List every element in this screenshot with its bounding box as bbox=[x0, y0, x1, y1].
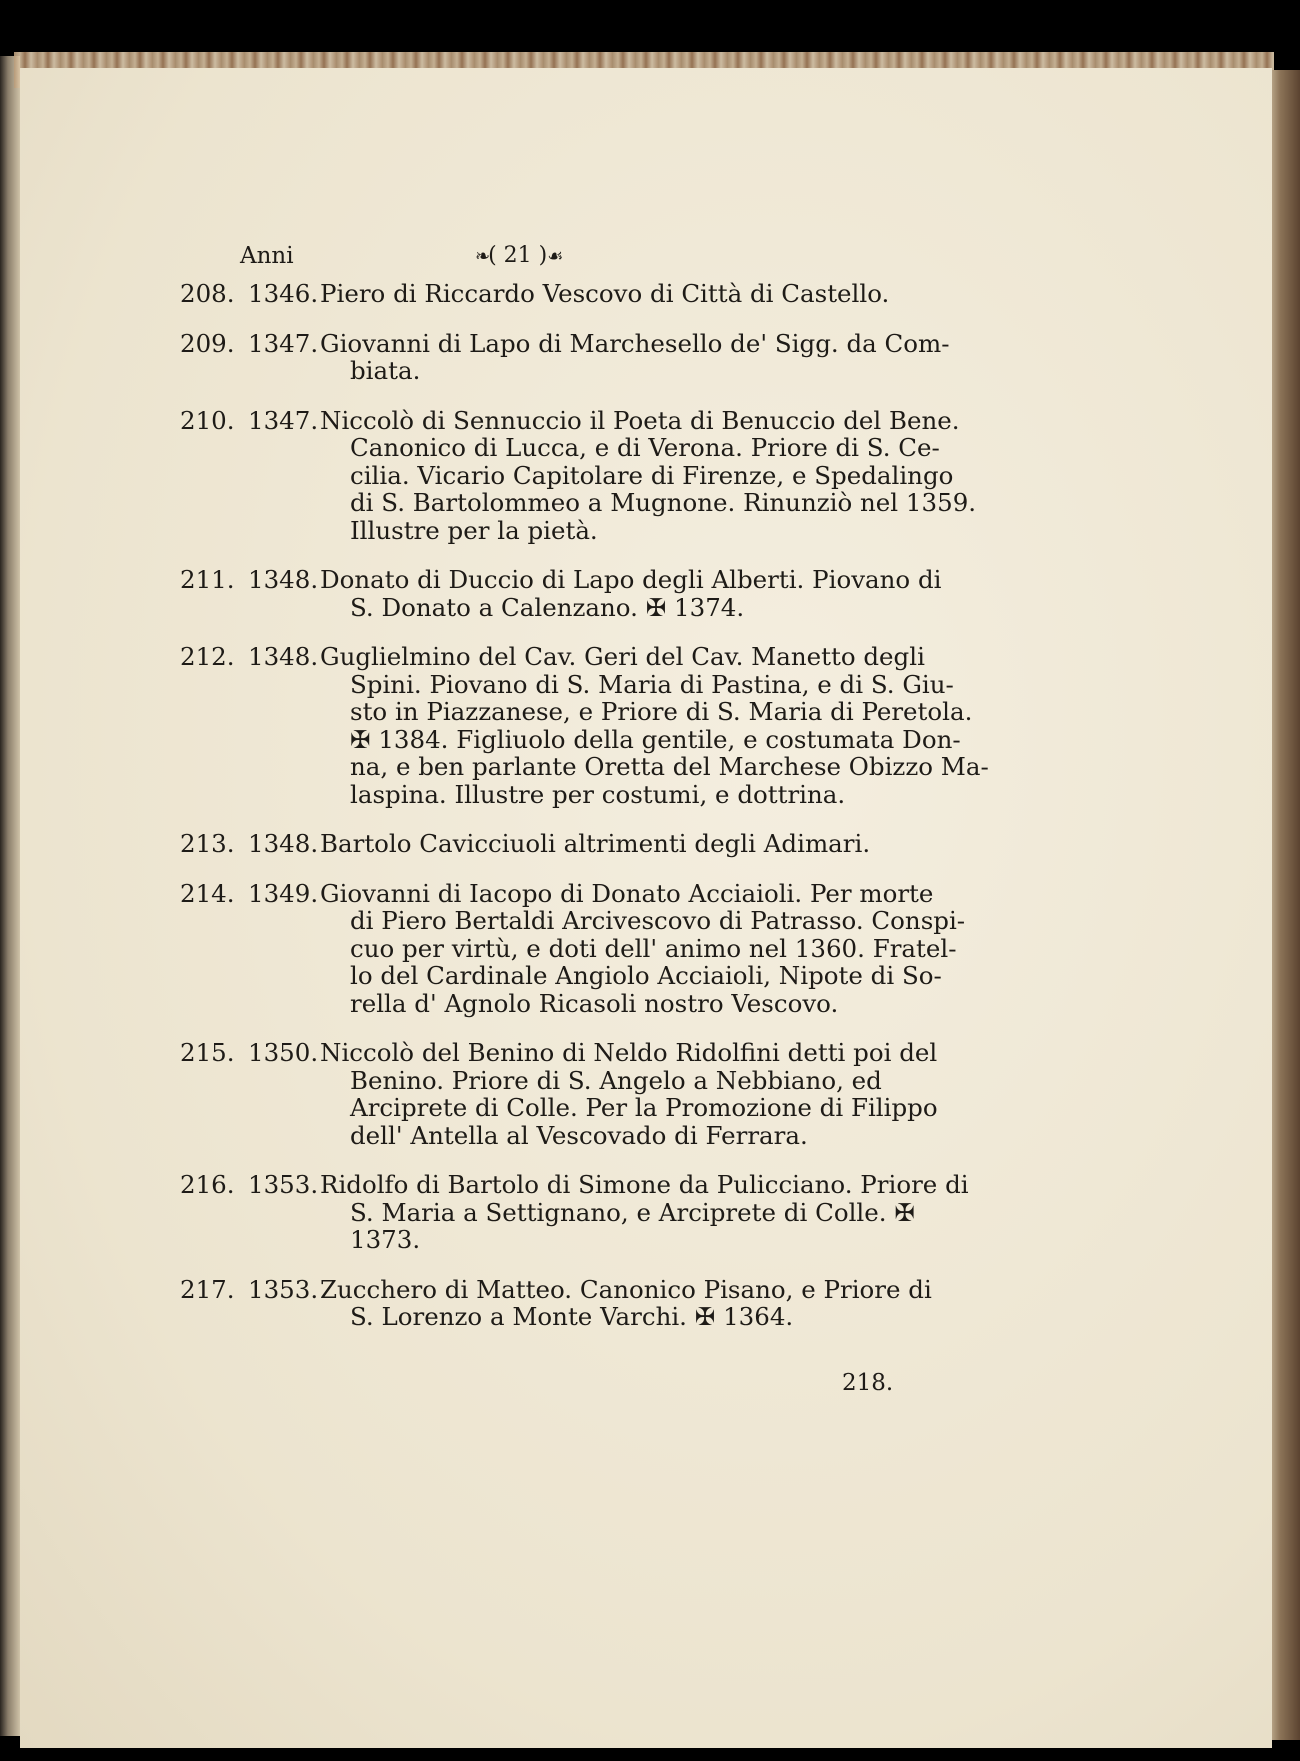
entry-year: 1346. bbox=[248, 279, 319, 308]
page-number bbox=[475, 243, 561, 268]
entry-text bbox=[320, 565, 942, 622]
entry-year: 1348. bbox=[248, 565, 319, 594]
entry-line: biata. bbox=[350, 356, 421, 385]
entry-year: 1353. bbox=[248, 1274, 319, 1304]
entry-line: Niccolò del Benino di Neldo Ridolfini detti poi del bbox=[320, 1038, 938, 1067]
entry-line: Niccolò di Sennuccio il Poeta di Benuccio del Bene. bbox=[320, 405, 960, 435]
entry-text bbox=[320, 1274, 932, 1331]
entry-line: S. Donato a Calenzano. ✠ 1374. bbox=[350, 592, 745, 622]
entry-number: 215. bbox=[180, 1038, 235, 1067]
entry-year: 1348. bbox=[248, 642, 319, 671]
entry-line: di S. Bartolommeo a Mugnone. Rinunziò nel 1359. bbox=[350, 488, 977, 517]
entry bbox=[180, 328, 950, 385]
entry-line: Ridolfo di Bartolo di Simone da Pulicciano. Priore di bbox=[320, 1170, 969, 1199]
entry-line: S. Lorenzo a Monte Varchi. ✠ 1364. bbox=[350, 1302, 794, 1331]
entry-line: cilia. Vicario Capitolare di Firenze, e Spedalingo bbox=[350, 460, 954, 490]
entry-line: Giovanni di Iacopo di Donato Acciaioli. Per morte bbox=[320, 878, 934, 908]
entry-line: 1373. bbox=[350, 1225, 421, 1254]
entry-line: Spini. Piovano di S. Maria di Pastina, e di S. Giu- bbox=[350, 669, 954, 699]
entry-text bbox=[320, 405, 977, 545]
entry-line: Zucchero di Matteo. Canonico Pisano, e Priore di bbox=[320, 1274, 932, 1304]
entry-number: 216. bbox=[180, 1170, 235, 1199]
entries-list bbox=[180, 279, 989, 1353]
entry bbox=[180, 1170, 969, 1254]
entry-text bbox=[320, 1170, 969, 1254]
entry-year: 1348. bbox=[248, 829, 319, 858]
running-head: Anni bbox=[240, 243, 294, 269]
entry-line: rella d' Agnolo Ricasoli nostro Vescovo. bbox=[350, 988, 839, 1018]
entry-line: Canonico di Lucca, e di Verona. Priore di S. Ce- bbox=[350, 433, 940, 462]
entry-text bbox=[320, 280, 925, 308]
entry-line: S. Maria a Settignano, e Arciprete di Colle. ✠ bbox=[350, 1197, 915, 1227]
entry-number: 209. bbox=[180, 328, 235, 358]
entry bbox=[180, 1274, 932, 1331]
entry-text bbox=[320, 1038, 938, 1150]
entry-line: dell' Antella al Vescovado di Ferrara. bbox=[350, 1120, 808, 1150]
entry bbox=[180, 405, 977, 545]
entry-line: di Piero Bertaldi Arcivescovo di Patrasso. Conspi- bbox=[350, 906, 966, 935]
entry-line: Arciprete di Colle. Per la Promozione di Filippo bbox=[350, 1093, 938, 1122]
entry bbox=[180, 878, 966, 1018]
entry-line: Giovanni di Lapo di Marchesello de' Sigg. da Com- bbox=[320, 328, 950, 358]
entry-line: Bartolo Cavicciuoli altrimenti degli Adimari. bbox=[320, 829, 871, 858]
entry-line: sto in Piazzanese, e Priore di S. Maria di Peretola. bbox=[350, 697, 973, 726]
entry-line: lo del Cardinale Angiolo Acciaioli, Nipote di So- bbox=[350, 961, 942, 990]
entry-year: 1347. bbox=[248, 328, 319, 358]
entry-text bbox=[320, 878, 966, 1018]
entry bbox=[180, 642, 989, 809]
catchword: 218. bbox=[842, 1370, 894, 1396]
entry-year: 1353. bbox=[248, 1170, 319, 1199]
entry-text bbox=[320, 328, 950, 385]
entry-line: cuo per virtù, e doti dell' animo nel 1360. Fratel- bbox=[350, 933, 957, 963]
entry-year: 1347. bbox=[248, 405, 319, 435]
ornament-left-icon: ❧ bbox=[475, 246, 489, 267]
entry-line: Benino. Priore di S. Angelo a Nebbiano, ed bbox=[350, 1065, 882, 1095]
entry-line: Illustre per la pietà. bbox=[350, 515, 598, 545]
entry bbox=[180, 830, 925, 858]
entry bbox=[180, 280, 925, 308]
entry-line: Guglielmino del Cav. Geri del Cav. Manetto degli bbox=[320, 642, 925, 671]
entry-year: 1349. bbox=[248, 878, 319, 908]
entry-number: 208. bbox=[180, 279, 235, 308]
ornament-right-icon: ☙ bbox=[547, 246, 562, 267]
entry-number: 214. bbox=[180, 878, 235, 908]
entry-line: Donato di Duccio di Lapo degli Alberti. Piovano di bbox=[320, 565, 942, 594]
entry-line: laspina. Illustre per costumi, e dottrina. bbox=[350, 779, 846, 809]
entry-year: 1350. bbox=[248, 1038, 319, 1067]
entry-number: 211. bbox=[180, 565, 235, 594]
entry-number: 217. bbox=[180, 1274, 235, 1304]
entry-line: Piero di Riccardo Vescovo di Città di Castello. bbox=[320, 279, 890, 308]
entry-text bbox=[320, 830, 925, 858]
entry-line: na, e ben parlante Oretta del Marchese Obizzo Ma- bbox=[350, 752, 989, 781]
entry-number: 212. bbox=[180, 642, 235, 671]
entry bbox=[180, 1038, 938, 1150]
entry bbox=[180, 565, 942, 622]
folio-number: ( 21 ) bbox=[488, 243, 548, 268]
entry-text bbox=[320, 642, 989, 809]
entry-number: 210. bbox=[180, 405, 235, 435]
entry-number: 213. bbox=[180, 829, 235, 858]
entry-line: ✠ 1384. Figliuolo della gentile, e costumata Don- bbox=[350, 724, 961, 754]
